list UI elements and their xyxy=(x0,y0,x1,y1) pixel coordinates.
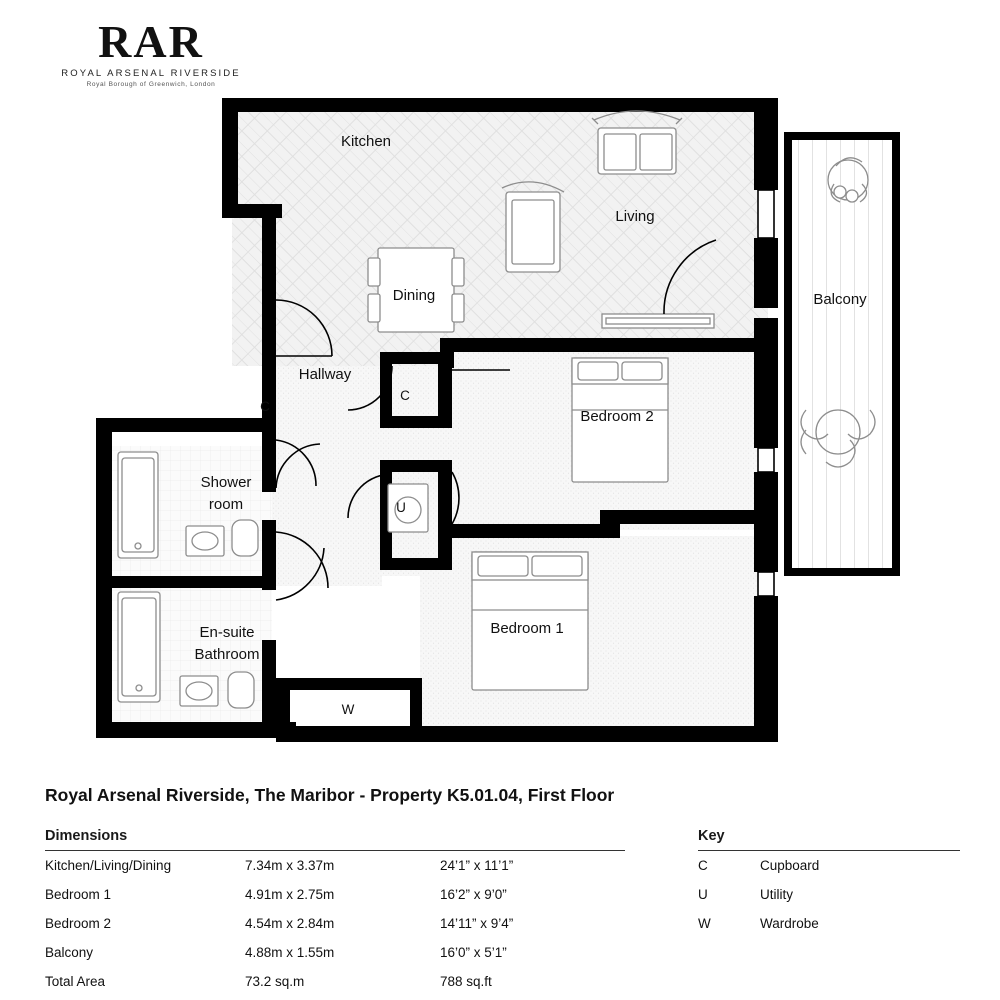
dimensions-title: Dimensions xyxy=(45,828,625,851)
room-label-ensuite-line1: En-suite xyxy=(199,624,255,641)
dimension-label: Kitchen/Living/Dining xyxy=(45,858,172,873)
dimension-imperial: 788 sq.ft xyxy=(440,974,492,989)
floor-balcony xyxy=(790,138,894,570)
table-row xyxy=(698,851,960,880)
room-label-cupboard-2: C xyxy=(400,388,410,403)
dimension-metric: 73.2 sq.m xyxy=(245,974,305,989)
key-symbol: U xyxy=(698,887,708,902)
room-label-cupboard-1: C xyxy=(260,399,270,414)
room-label-wardrobe: W xyxy=(341,702,355,717)
dimension-label: Bedroom 2 xyxy=(45,916,112,931)
dimension-label: Balcony xyxy=(45,945,94,960)
dimensions-table xyxy=(45,828,625,996)
logo-mark: RAR xyxy=(98,16,204,67)
dimension-metric: 4.54m x 2.84m xyxy=(245,916,335,931)
room-label-bedroom-1: Bedroom 1 xyxy=(490,620,564,637)
dimension-metric: 7.34m x 3.37m xyxy=(245,858,335,873)
room-label-shower-room-line2: room xyxy=(208,496,244,513)
room-label-dining: Dining xyxy=(392,287,436,304)
dimension-imperial: 16’0” x 5’1” xyxy=(440,945,507,960)
key-meaning: Utility xyxy=(760,887,793,902)
table-row xyxy=(698,909,960,938)
logo-subtitle: Royal Borough of Greenwich, London xyxy=(86,81,216,88)
room-label-utility: U xyxy=(396,500,406,515)
key-title: Key xyxy=(698,828,960,851)
room-label-bedroom-2: Bedroom 2 xyxy=(580,408,654,425)
room-label-kitchen: Kitchen xyxy=(340,133,392,150)
table-row xyxy=(45,851,625,880)
dimension-imperial: 14’11” x 9’4” xyxy=(440,916,514,931)
room-label-living: Living xyxy=(615,208,655,225)
key-symbol: C xyxy=(698,858,708,873)
dimension-imperial: 16’2” x 9’0” xyxy=(440,887,507,902)
table-row xyxy=(45,967,625,996)
table-row xyxy=(698,880,960,909)
logo-name: ROYAL ARSENAL RIVERSIDE xyxy=(61,68,241,79)
key-meaning: Wardrobe xyxy=(760,916,819,931)
room-label-balcony: Balcony xyxy=(813,291,867,308)
room-label-shower-room-line1: Shower xyxy=(200,474,252,491)
dimension-metric: 4.91m x 2.75m xyxy=(245,887,335,902)
dimension-label: Total Area xyxy=(45,974,106,989)
table-row xyxy=(45,880,625,909)
dimension-metric: 4.88m x 1.55m xyxy=(245,945,335,960)
room-label-ensuite-line2: Bathroom xyxy=(194,646,260,663)
table-row xyxy=(45,938,625,967)
key-meaning: Cupboard xyxy=(760,858,820,873)
page-title: Royal Arsenal Riverside, The Maribor - Property K5.01.04, First Floor xyxy=(45,785,615,805)
table-row xyxy=(45,909,625,938)
dimension-label: Bedroom 1 xyxy=(45,887,112,902)
dimension-imperial: 24’1” x 11’1” xyxy=(440,858,514,873)
room-label-hallway: Hallway xyxy=(298,366,352,383)
brand-logo xyxy=(56,18,246,88)
key-table xyxy=(698,828,960,938)
floorplan xyxy=(0,80,1000,770)
key-symbol: W xyxy=(698,916,711,931)
